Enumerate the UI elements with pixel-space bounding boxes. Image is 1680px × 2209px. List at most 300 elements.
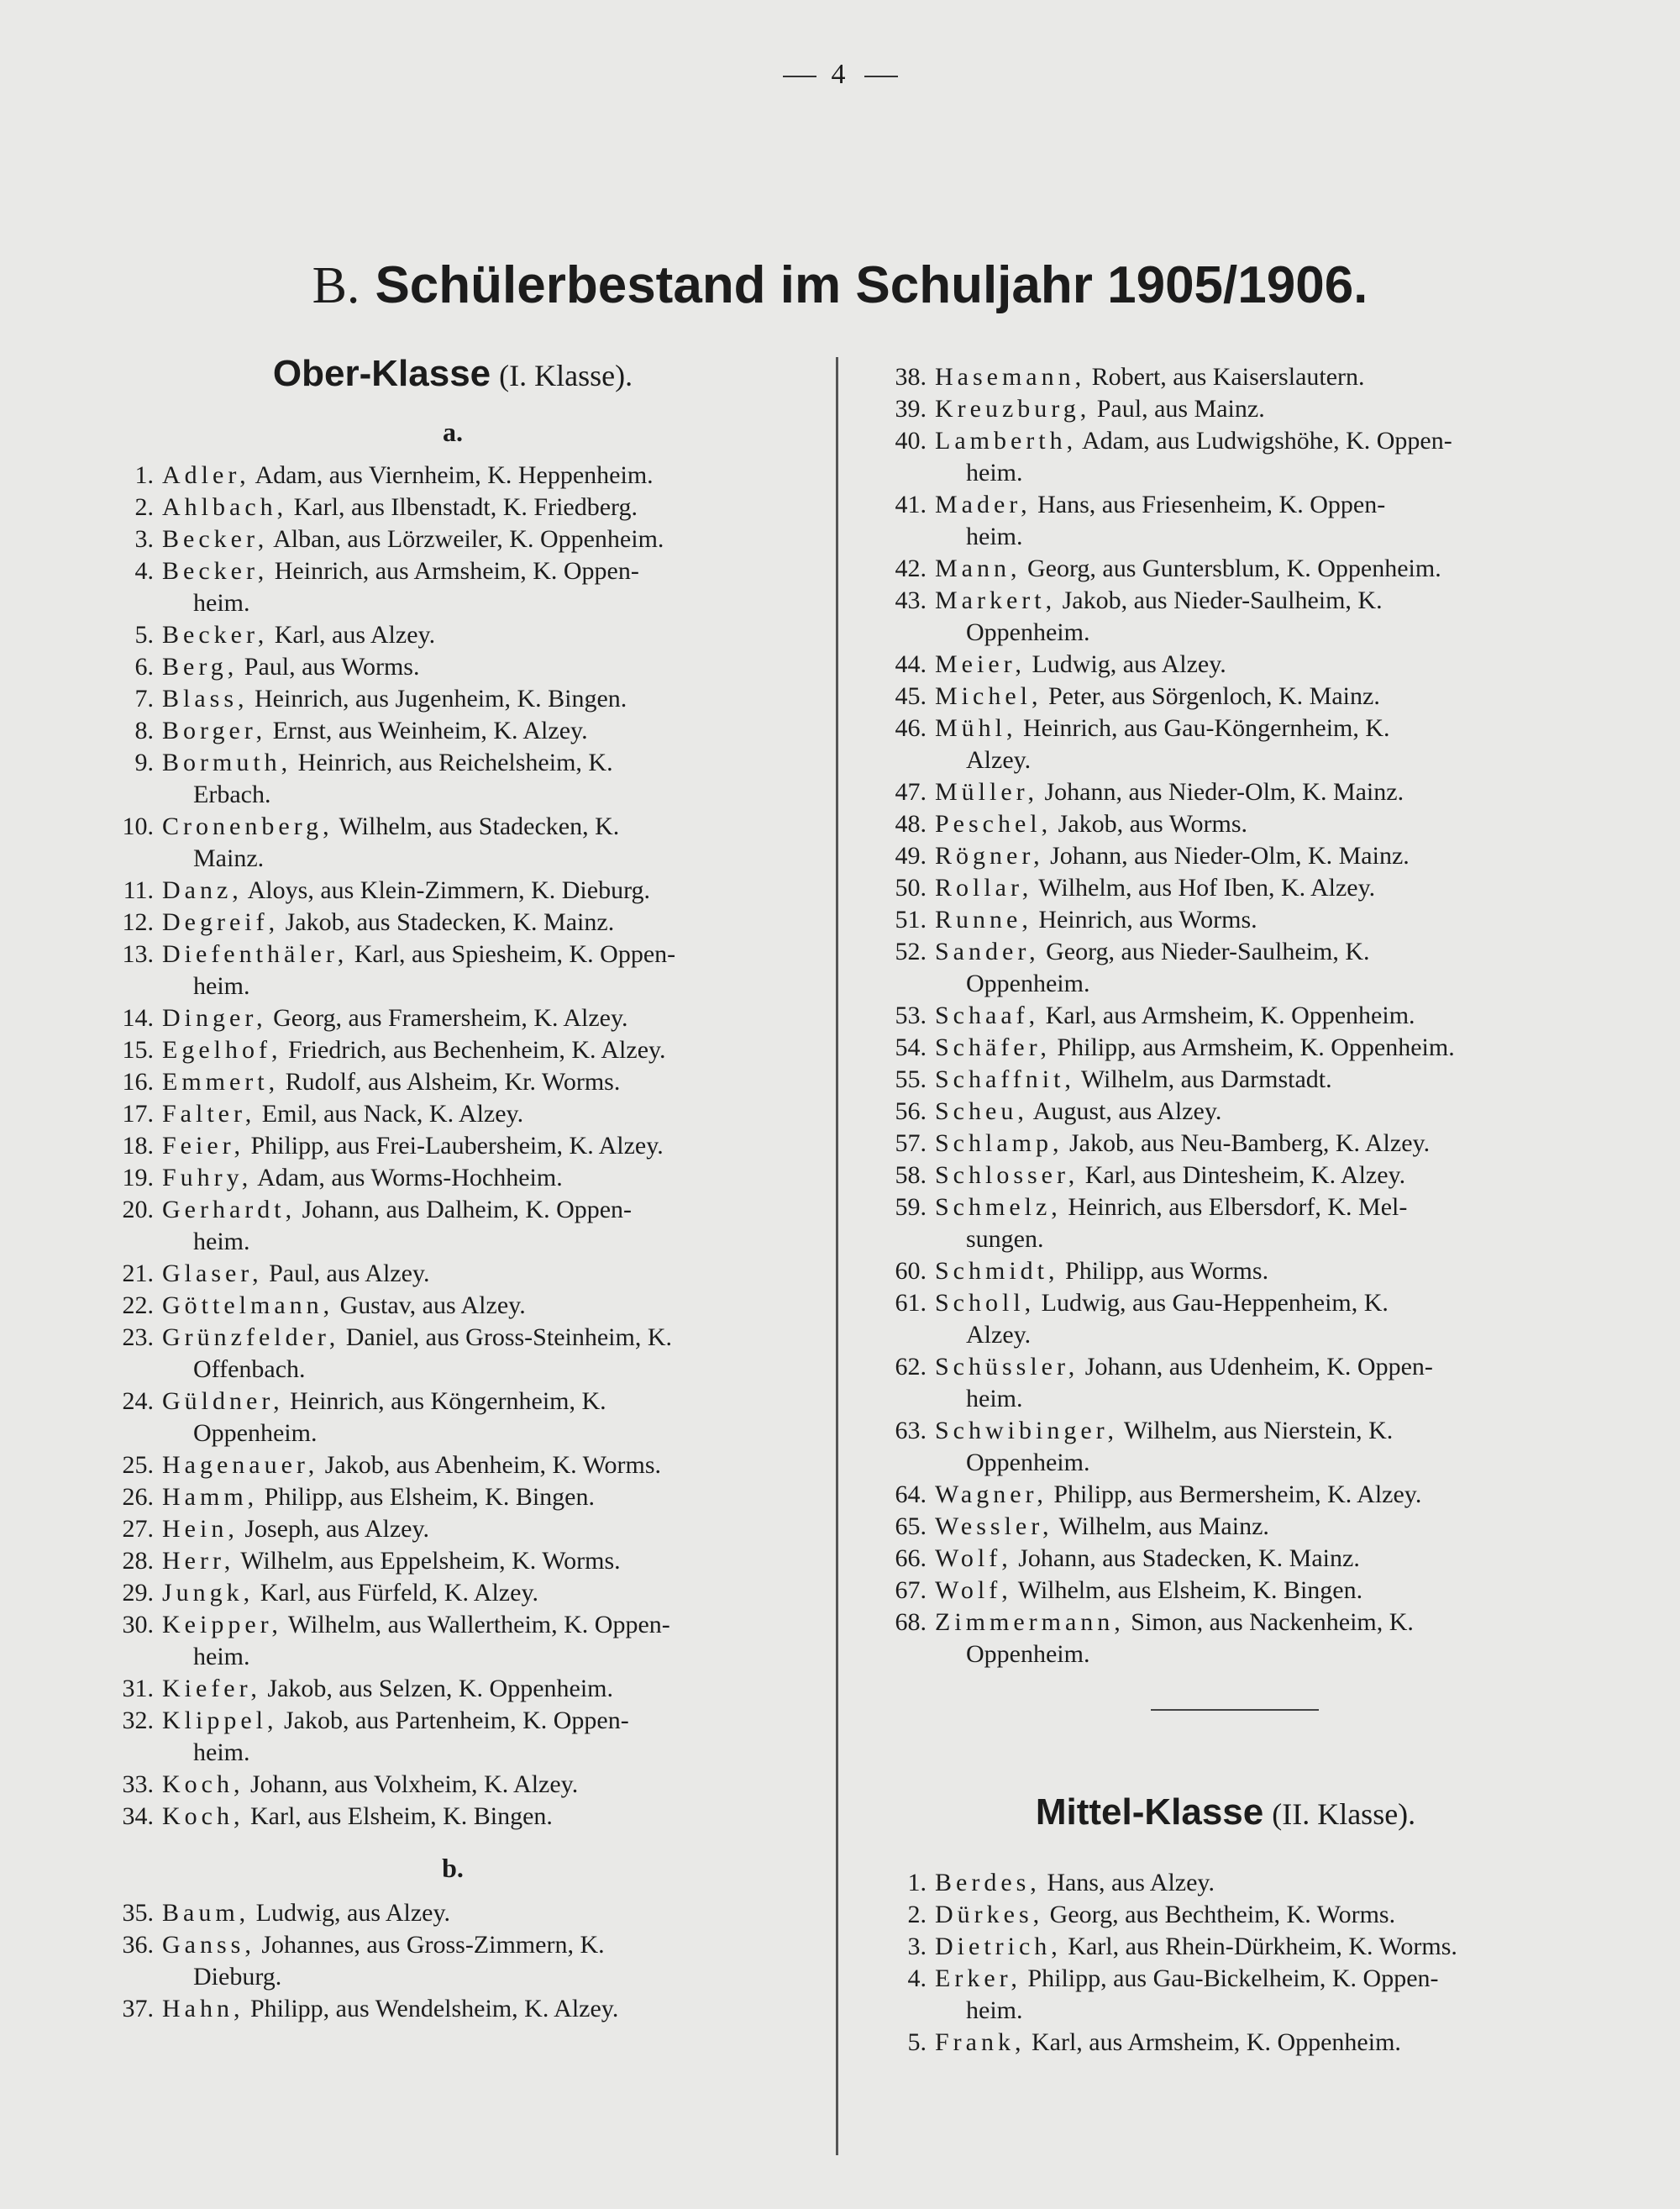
entry-surname: Scheu,: [935, 1097, 1028, 1125]
entry-details: Wilhelm, aus Hof Iben, K. Alzey.: [1032, 874, 1376, 902]
entry-details: Hans, aus Alzey.: [1040, 1869, 1215, 1896]
entry-surname: Diefenthäler,: [162, 940, 349, 968]
entry-number: 28.: [122, 1547, 154, 1575]
student-entry: [105, 1993, 801, 2025]
entry-surname: Sander,: [935, 938, 1040, 965]
entry-continuation: Mainz.: [193, 844, 265, 872]
entry-surname: Schmidt,: [935, 1257, 1059, 1285]
entry-number: 5.: [134, 621, 154, 649]
entry-details: Paul, aus Alzey.: [262, 1260, 430, 1287]
student-entry: [105, 939, 801, 1002]
entry-details: Wilhelm, aus Elsheim, K. Bingen.: [1011, 1576, 1363, 1604]
entry-details: Ernst, aus Weinheim, K. Alzey.: [266, 717, 588, 744]
student-entry: [105, 1034, 801, 1066]
entry-surname: Baum,: [162, 1899, 250, 1927]
student-list-b-cont: [878, 361, 1573, 1670]
entry-details: Johann, aus Stadecken, K. Mainz.: [1011, 1544, 1360, 1572]
entry-number: 53.: [895, 1002, 927, 1029]
entry-number: 3.: [134, 525, 154, 553]
entry-details: Karl, aus Dintesheim, K. Alzey.: [1079, 1161, 1406, 1189]
entry-number: 48.: [895, 810, 927, 838]
student-entry: [105, 683, 801, 715]
entry-number: 6.: [134, 653, 154, 681]
entry-surname: Lamberth,: [935, 427, 1078, 455]
entry-number: 10.: [122, 813, 154, 840]
entry-number: 45.: [895, 682, 927, 710]
student-entry: [878, 904, 1573, 936]
entry-surname: Koch,: [162, 1802, 244, 1830]
entry-details: Philipp, aus Frei-Laubersheim, K. Alzey.: [244, 1132, 664, 1160]
entry-surname: Bormuth,: [162, 749, 292, 776]
entry-surname: Herr,: [162, 1547, 235, 1575]
entry-number: 15.: [122, 1036, 154, 1064]
student-entry: [105, 1258, 801, 1290]
entry-surname: Schaaf,: [935, 1002, 1040, 1029]
entry-details: Paul, aus Mainz.: [1090, 395, 1265, 423]
entry-number: 35.: [122, 1899, 154, 1927]
student-entry: [105, 1449, 801, 1481]
entry-surname: Berdes,: [935, 1869, 1041, 1896]
entry-surname: Hamm,: [162, 1483, 259, 1511]
entry-number: 36.: [122, 1931, 154, 1959]
student-entry: [878, 1511, 1573, 1543]
entry-surname: Dürkes,: [935, 1901, 1044, 1928]
entry-surname: Kreuzburg,: [935, 395, 1091, 423]
student-list-b: [105, 1897, 801, 2025]
student-entry: [105, 1130, 801, 1162]
entry-details: Joseph, aus Alzey.: [238, 1515, 430, 1543]
entry-details: Karl, aus Spiesheim, K. Oppen-: [348, 940, 676, 968]
student-entry: [878, 1963, 1573, 2027]
student-entry: [878, 585, 1573, 649]
entry-surname: Schmelz,: [935, 1193, 1062, 1221]
student-entry: [105, 875, 801, 907]
entry-number: 3.: [907, 1933, 927, 1960]
entry-number: 44.: [895, 650, 927, 678]
entry-details: Paul, aus Worms.: [238, 653, 420, 681]
entry-surname: Göttelmann,: [162, 1291, 334, 1319]
entry-surname: Egelhof,: [162, 1036, 282, 1064]
entry-details: Friedrich, aus Bechenheim, K. Alzey.: [281, 1036, 666, 1064]
entry-continuation: heim.: [193, 589, 250, 617]
entry-details: Georg, aus Bechtheim, K. Worms.: [1043, 1901, 1396, 1928]
entry-surname: Hahn,: [162, 1995, 244, 2022]
entry-details: Karl, aus Ilbenstadt, K. Friedberg.: [287, 493, 638, 521]
entry-number: 42.: [895, 555, 927, 582]
student-entry: [105, 1929, 801, 1993]
entry-details: Jakob, aus Neu-Bamberg, K. Alzey.: [1063, 1129, 1431, 1157]
entry-number: 12.: [122, 908, 154, 936]
entry-details: Heinrich, aus Gau-Köngernheim, K.: [1016, 714, 1390, 742]
entry-number: 24.: [122, 1387, 154, 1415]
entry-surname: Wolf,: [935, 1576, 1012, 1604]
entry-number: 30.: [122, 1611, 154, 1638]
entry-surname: Wessler,: [935, 1512, 1053, 1540]
entry-number: 50.: [895, 874, 927, 902]
entry-surname: Hein,: [162, 1515, 239, 1543]
student-entry: [878, 936, 1573, 1000]
entry-surname: Erker,: [935, 1964, 1021, 1992]
student-entry: [105, 1481, 801, 1513]
student-entry: [878, 1096, 1573, 1128]
entry-continuation: heim.: [193, 1738, 250, 1766]
entry-number: 1.: [134, 461, 154, 489]
entry-details: Johann, aus Volxheim, K. Alzey.: [244, 1770, 579, 1798]
entry-number: 26.: [122, 1483, 154, 1511]
entry-details: Hans, aus Friesenheim, K. Oppen-: [1031, 491, 1386, 518]
entry-number: 56.: [895, 1097, 927, 1125]
entry-details: Daniel, aus Gross-Steinheim, K.: [339, 1323, 672, 1351]
student-entry: [878, 1064, 1573, 1096]
student-entry: [105, 1066, 801, 1098]
entry-surname: Müller,: [935, 778, 1038, 806]
student-entry: [105, 1194, 801, 1258]
entry-details: Heinrich, aus Köngernheim, K.: [283, 1387, 606, 1415]
ober-klasse-heading: Ober-Klasse (I. Klasse).: [272, 353, 633, 394]
entry-surname: Becker,: [162, 557, 269, 585]
entry-continuation: Oppenheim.: [966, 1640, 1090, 1668]
entry-surname: Jungk,: [162, 1579, 255, 1607]
entry-surname: Schlosser,: [935, 1161, 1079, 1189]
entry-continuation: Offenbach.: [193, 1355, 306, 1383]
entry-surname: Koch,: [162, 1770, 244, 1798]
student-list-a: [105, 460, 801, 1833]
entry-details: Wilhelm, aus Stadecken, K.: [333, 813, 620, 840]
student-entry: [105, 523, 801, 555]
entry-surname: Michel,: [935, 682, 1042, 710]
entry-details: Philipp, aus Armsheim, K. Oppenheim.: [1050, 1033, 1455, 1061]
entry-number: 52.: [895, 938, 927, 965]
student-entry: [878, 1479, 1573, 1511]
entry-surname: Mühl,: [935, 714, 1017, 742]
entry-details: Wilhelm, aus Eppelsheim, K. Worms.: [234, 1547, 621, 1575]
entry-details: Aloys, aus Klein-Zimmern, K. Dieburg.: [242, 876, 651, 904]
entry-details: Jakob, aus Partenheim, K. Oppen-: [277, 1707, 629, 1734]
student-entry: [878, 1000, 1573, 1032]
student-entry: [105, 1098, 801, 1130]
entry-number: 55.: [895, 1065, 927, 1093]
entry-continuation: heim.: [966, 1385, 1023, 1412]
entry-number: 43.: [895, 586, 927, 614]
entry-number: 65.: [895, 1512, 927, 1540]
entry-continuation: Alzey.: [966, 746, 1032, 774]
entry-details: Philipp, aus Elsheim, K. Bingen.: [258, 1483, 595, 1511]
entry-number: 27.: [122, 1515, 154, 1543]
entry-surname: Degreif,: [162, 908, 280, 936]
entry-number: 31.: [122, 1675, 154, 1702]
student-entry: [878, 1607, 1573, 1670]
entry-surname: Becker,: [162, 621, 269, 649]
entry-surname: Fuhry,: [162, 1164, 253, 1191]
entry-surname: Grünzfelder,: [162, 1323, 340, 1351]
student-entry: [878, 1160, 1573, 1191]
entry-continuation: heim.: [966, 1996, 1023, 2024]
entry-surname: Peschel,: [935, 810, 1053, 838]
entry-number: 54.: [895, 1033, 927, 1061]
entry-surname: Adler,: [162, 461, 250, 489]
entry-number: 58.: [895, 1161, 927, 1189]
entry-number: 21.: [122, 1260, 154, 1287]
entry-details: Karl, aus Elsheim, K. Bingen.: [244, 1802, 553, 1830]
entry-number: 39.: [895, 395, 927, 423]
student-entry: [105, 1386, 801, 1449]
entry-number: 62.: [895, 1353, 927, 1381]
student-entry: [105, 1513, 801, 1545]
entry-number: 51.: [895, 906, 927, 934]
entry-surname: Frank,: [935, 2028, 1026, 2056]
entry-surname: Rögner,: [935, 842, 1044, 870]
entry-number: 2.: [134, 493, 154, 521]
entry-details: Johann, aus Udenheim, K. Oppen-: [1079, 1353, 1433, 1381]
student-entry: [878, 361, 1573, 393]
entry-number: 33.: [122, 1770, 154, 1798]
entry-details: Heinrich, aus Jugenheim, K. Bingen.: [248, 685, 627, 713]
student-entry: [105, 1673, 801, 1705]
entry-number: 9.: [134, 749, 154, 776]
entry-details: August, aus Alzey.: [1027, 1097, 1222, 1125]
entry-continuation: Oppenheim.: [966, 1449, 1090, 1476]
entry-details: Philipp, aus Bermersheim, K. Alzey.: [1047, 1481, 1422, 1508]
entry-number: 1.: [907, 1869, 927, 1896]
student-entry: [105, 1769, 801, 1801]
entry-surname: Schaffnit,: [935, 1065, 1075, 1093]
entry-details: Rudolf, aus Alsheim, Kr. Worms.: [279, 1068, 621, 1096]
entry-number: 8.: [134, 717, 154, 744]
student-entry: [878, 425, 1573, 489]
student-entry: [105, 1002, 801, 1034]
column-divider: [836, 357, 838, 2155]
entry-surname: Hagenauer,: [162, 1451, 319, 1479]
page-number: 4: [0, 59, 1680, 91]
student-entry: [878, 1575, 1573, 1607]
student-entry: [878, 1255, 1573, 1287]
entry-details: Philipp, aus Gau-Bickelheim, K. Oppen-: [1021, 1964, 1439, 1992]
entry-number: 66.: [895, 1544, 927, 1572]
entry-details: Jakob, aus Selzen, K. Oppenheim.: [260, 1675, 613, 1702]
student-entry: [105, 1577, 801, 1609]
entry-surname: Klippel,: [162, 1707, 278, 1734]
mittel-klasse-heading: Mittel-Klasse (II. Klasse).: [1035, 1791, 1416, 1833]
entry-number: 57.: [895, 1129, 927, 1157]
entry-surname: Hasemann,: [935, 363, 1086, 391]
entry-number: 32.: [122, 1707, 154, 1734]
student-entry: [878, 1867, 1573, 1899]
student-entry: [878, 649, 1573, 681]
student-entry: [878, 1287, 1573, 1351]
entry-surname: Kiefer,: [162, 1675, 261, 1702]
entry-details: Karl, aus Rhein-Dürkheim, K. Worms.: [1061, 1933, 1457, 1960]
entry-details: Simon, aus Nackenheim, K.: [1124, 1608, 1414, 1636]
entry-number: 23.: [122, 1323, 154, 1351]
entry-surname: Wolf,: [935, 1544, 1012, 1572]
entry-details: Johann, aus Nieder-Olm, K. Mainz.: [1037, 778, 1404, 806]
entry-surname: Schäfer,: [935, 1033, 1051, 1061]
entry-number: 34.: [122, 1802, 154, 1830]
entry-details: Johann, aus Nieder-Olm, K. Mainz.: [1043, 842, 1410, 870]
entry-details: Adam, aus Worms-Hochheim.: [252, 1164, 563, 1191]
entry-details: Karl, aus Armsheim, K. Oppenheim.: [1025, 2028, 1401, 2056]
entry-number: 63.: [895, 1417, 927, 1444]
student-entry: [105, 1705, 801, 1769]
entry-surname: Markert,: [935, 586, 1057, 614]
student-entry: [105, 811, 801, 875]
entry-continuation: heim.: [193, 1228, 250, 1255]
entry-continuation: Oppenheim.: [966, 970, 1090, 997]
entry-surname: Falter,: [162, 1100, 256, 1128]
entry-surname: Emmert,: [162, 1068, 280, 1096]
page-title: [0, 255, 1680, 316]
student-entry: [878, 840, 1573, 872]
entry-details: Wilhelm, aus Mainz.: [1053, 1512, 1269, 1540]
section-a-label: a.: [443, 417, 463, 447]
entry-details: Jakob, aus Abenheim, K. Worms.: [318, 1451, 662, 1479]
student-entry: [878, 808, 1573, 840]
entry-number: 13.: [122, 940, 154, 968]
student-entry: [878, 1191, 1573, 1255]
student-entry: [878, 2027, 1573, 2059]
right-column: [878, 361, 1573, 2059]
entry-details: Adam, aus Viernheim, K. Heppenheim.: [249, 461, 654, 489]
student-entry: [105, 492, 801, 523]
student-entry: [878, 872, 1573, 904]
student-entry: [105, 651, 801, 683]
entry-details: Johannes, aus Gross-Zimmern, K.: [255, 1931, 605, 1959]
entry-number: 18.: [122, 1132, 154, 1160]
entry-details: Jakob, aus Worms.: [1052, 810, 1247, 838]
section-letter-b: B.: [312, 256, 360, 314]
entry-details: Heinrich, aus Armsheim, K. Oppen-: [268, 557, 639, 585]
entry-surname: Schwibinger,: [935, 1417, 1118, 1444]
student-entry: [878, 1128, 1573, 1160]
entry-details: Philipp, aus Wendelsheim, K. Alzey.: [244, 1995, 619, 2022]
entry-continuation: Erbach.: [193, 781, 271, 808]
entry-number: 46.: [895, 714, 927, 742]
entry-surname: Borger,: [162, 717, 267, 744]
entry-surname: Ganss,: [162, 1931, 255, 1959]
entry-number: 37.: [122, 1995, 154, 2022]
entry-surname: Wagner,: [935, 1481, 1047, 1508]
student-entry: [105, 1609, 801, 1673]
student-entry: [105, 1897, 801, 1929]
student-entry: [878, 393, 1573, 425]
entry-details: Gustav, aus Alzey.: [333, 1291, 526, 1319]
entry-details: Heinrich, aus Reichelsheim, K.: [291, 749, 613, 776]
entry-surname: Zimmermann,: [935, 1608, 1125, 1636]
entry-surname: Rollar,: [935, 874, 1033, 902]
entry-surname: Schlamp,: [935, 1129, 1063, 1157]
entry-number: 40.: [895, 427, 927, 455]
entry-number: 16.: [122, 1068, 154, 1096]
entry-surname: Dinger,: [162, 1004, 267, 1032]
student-entry: [105, 715, 801, 747]
student-entry: [878, 1415, 1573, 1479]
student-entry: [105, 747, 801, 811]
entry-number: 59.: [895, 1193, 927, 1221]
entry-number: 47.: [895, 778, 927, 806]
entry-details: Georg, aus Nieder-Saulheim, K.: [1039, 938, 1370, 965]
entry-surname: Danz,: [162, 876, 243, 904]
entry-number: 41.: [895, 491, 927, 518]
entry-surname: Gerhardt,: [162, 1196, 297, 1223]
entry-details: Peter, aus Sörgenloch, K. Mainz.: [1042, 682, 1380, 710]
entry-details: Ludwig, aus Alzey.: [249, 1899, 451, 1927]
entry-number: 64.: [895, 1481, 927, 1508]
entry-details: Philipp, aus Worms.: [1058, 1257, 1269, 1285]
entry-number: 17.: [122, 1100, 154, 1128]
entry-number: 19.: [122, 1164, 154, 1191]
entry-number: 67.: [895, 1576, 927, 1604]
entry-surname: Scholl,: [935, 1289, 1036, 1317]
left-column: [105, 353, 801, 2025]
entry-details: Adam, aus Ludwigshöhe, K. Oppen-: [1077, 427, 1452, 455]
entry-surname: Dietrich,: [935, 1933, 1062, 1960]
entry-number: 22.: [122, 1291, 154, 1319]
entry-details: Georg, aus Framersheim, K. Alzey.: [266, 1004, 628, 1032]
student-entry: [105, 619, 801, 651]
entry-details: Wilhelm, aus Darmstadt.: [1074, 1065, 1332, 1093]
student-entry: [878, 713, 1573, 776]
entry-details: Heinrich, aus Elbersdorf, K. Mel-: [1061, 1193, 1408, 1221]
entry-details: Alban, aus Lörzweiler, K. Oppenheim.: [268, 525, 664, 553]
entry-number: 7.: [134, 685, 154, 713]
student-entry: [105, 1162, 801, 1194]
entry-surname: Güldner,: [162, 1387, 284, 1415]
entry-surname: Blass,: [162, 685, 249, 713]
student-entry: [105, 907, 801, 939]
student-entry: [105, 1322, 801, 1386]
section-b-label: b.: [442, 1853, 464, 1883]
entry-details: Karl, aus Alzey.: [268, 621, 436, 649]
student-entry: [878, 776, 1573, 808]
entry-number: 38.: [895, 363, 927, 391]
entry-number: 49.: [895, 842, 927, 870]
entry-surname: Glaser,: [162, 1260, 263, 1287]
entry-surname: Schüssler,: [935, 1353, 1079, 1381]
entry-surname: Runne,: [935, 906, 1032, 934]
student-entry: [878, 1931, 1573, 1963]
entry-details: Ludwig, aus Alzey.: [1025, 650, 1226, 678]
entry-number: 29.: [122, 1579, 154, 1607]
entry-details: Wilhelm, aus Wallertheim, K. Oppen-: [281, 1611, 670, 1638]
student-entry: [105, 460, 801, 492]
entry-details: Georg, aus Guntersblum, K. Oppenheim.: [1021, 555, 1441, 582]
entry-number: 4.: [907, 1964, 927, 1992]
entry-number: 5.: [907, 2028, 927, 2056]
entry-number: 2.: [907, 1901, 927, 1928]
student-entry: [878, 489, 1573, 553]
entry-surname: Cronenberg,: [162, 813, 333, 840]
entry-number: 25.: [122, 1451, 154, 1479]
student-entry: [105, 1290, 801, 1322]
entry-surname: Feier,: [162, 1132, 244, 1160]
mittel-list: [878, 1867, 1573, 2059]
entry-number: 60.: [895, 1257, 927, 1285]
entry-number: 20.: [122, 1196, 154, 1223]
entry-details: Jakob, aus Stadecken, K. Mainz.: [279, 908, 615, 936]
entry-number: 11.: [123, 876, 154, 904]
entry-details: Johann, aus Dalheim, K. Oppen-: [296, 1196, 633, 1223]
entry-number: 4.: [134, 557, 154, 585]
entry-details: Ludwig, aus Gau-Heppenheim, K.: [1035, 1289, 1389, 1317]
entry-continuation: Oppenheim.: [966, 618, 1090, 646]
student-entry: [105, 1545, 801, 1577]
entry-continuation: sungen.: [966, 1225, 1044, 1253]
entry-number: 68.: [895, 1608, 927, 1636]
entry-surname: Keipper,: [162, 1611, 282, 1638]
entry-continuation: heim.: [966, 459, 1023, 487]
student-entry: [878, 681, 1573, 713]
entry-number: 61.: [895, 1289, 927, 1317]
